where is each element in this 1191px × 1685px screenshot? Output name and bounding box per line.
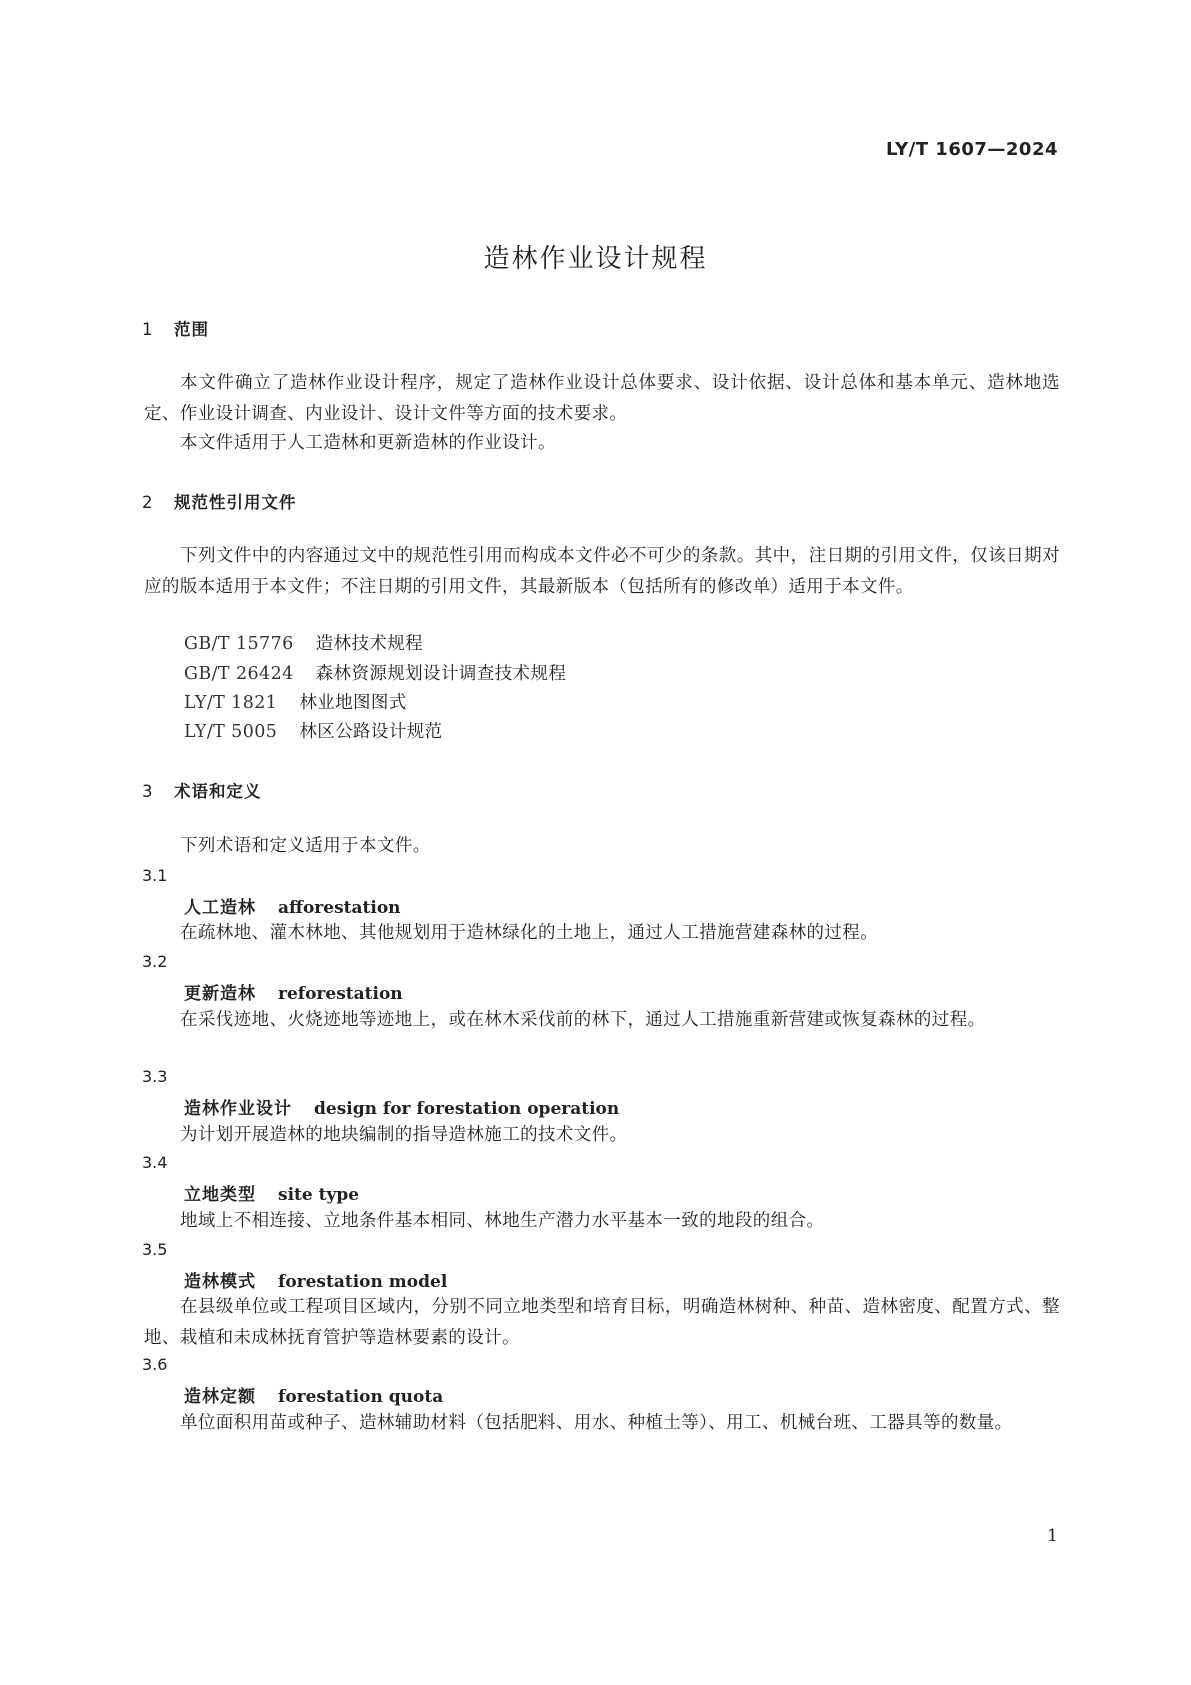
term-name-zh: 造林作业设计 bbox=[184, 1099, 292, 1119]
term-name-en: forestation model bbox=[278, 1272, 448, 1292]
term-number: 3.5 bbox=[142, 1240, 168, 1259]
section-3-number: 3 bbox=[142, 782, 154, 801]
reference-title: 森林资源规划设计调查技术规程 bbox=[315, 664, 567, 684]
section-1-number: 1 bbox=[142, 320, 154, 339]
section-3-heading bbox=[142, 778, 262, 802]
term-definition: 在疏林地、灌木林地、其他规划用于造林绿化的土地上，通过人工措施营建森林的过程。 bbox=[180, 923, 879, 943]
term-name bbox=[184, 893, 401, 918]
section-1-heading bbox=[142, 316, 209, 340]
section-2-heading bbox=[142, 489, 297, 513]
section-1-paragraph-1: 本文件确立了造林作业设计程序，规定了造林作业设计总体要求、设计依据、设计总体和基本单元、造林地选定、作业设计调查、内业设计、设计文件等方面的技术要求。 bbox=[144, 373, 1060, 424]
term-name-zh: 造林模式 bbox=[184, 1272, 256, 1292]
term-name bbox=[184, 1180, 359, 1205]
term-number: 3.3 bbox=[142, 1067, 168, 1086]
section-1-title: 范围 bbox=[174, 320, 209, 339]
section-1-paragraph-2: 本文件适用于人工造林和更新造林的作业设计。 bbox=[180, 433, 556, 453]
term-number: 3.2 bbox=[142, 952, 168, 971]
page-number: 1 bbox=[1047, 1526, 1058, 1546]
term-name-en: reforestation bbox=[278, 984, 403, 1004]
term-name-zh: 立地类型 bbox=[184, 1185, 256, 1205]
term-number: 3.4 bbox=[142, 1153, 168, 1172]
reference-item bbox=[184, 717, 443, 748]
term-name-en: design for forestation operation bbox=[314, 1099, 620, 1119]
term-name bbox=[184, 1094, 619, 1119]
term-definition: 在县级单位或工程项目区域内，分别不同立地类型和培育目标，明确造林树种、种苗、造林密度、配置方式、整地、栽植和未成林抚育管护等造林要素的设计。 bbox=[144, 1297, 1060, 1348]
reference-title: 林区公路设计规范 bbox=[299, 722, 443, 742]
term-name-en: forestation quota bbox=[278, 1387, 444, 1407]
term-name-en: site type bbox=[278, 1185, 360, 1205]
reference-item bbox=[184, 659, 566, 690]
section-2-number: 2 bbox=[142, 493, 154, 512]
document-title: 造林作业设计规程 bbox=[483, 244, 708, 274]
reference-item bbox=[184, 688, 407, 719]
term-name bbox=[184, 979, 403, 1004]
standard-code: LY/T 1607—2024 bbox=[885, 139, 1058, 160]
term-number: 3.1 bbox=[142, 866, 168, 885]
reference-code: GB/T 15776 bbox=[184, 634, 294, 654]
section-3-intro: 下列术语和定义适用于本文件。 bbox=[180, 836, 431, 856]
section-2-paragraph-1: 下列文件中的内容通过文中的规范性引用而构成本文件必不可少的条款。其中，注日期的引用文件，仅该日期对应的版本适用于本文件；不注日期的引用文件，其最新版本（包括所有的修改单）适用于本文件。 bbox=[144, 546, 1060, 597]
section-3-title: 术语和定义 bbox=[174, 782, 262, 801]
term-definition: 在采伐迹地、火烧迹地等迹地上，或在林木采伐前的林下，通过人工措施重新营建或恢复森林的过程。 bbox=[180, 1010, 986, 1030]
term-number: 3.6 bbox=[142, 1355, 168, 1374]
term-name-zh: 造林定额 bbox=[184, 1387, 256, 1407]
term-name-zh: 人工造林 bbox=[184, 898, 256, 918]
section-2-title: 规范性引用文件 bbox=[174, 493, 297, 512]
reference-item bbox=[184, 629, 423, 660]
term-name bbox=[184, 1267, 447, 1292]
term-name-en: afforestation bbox=[278, 898, 401, 918]
term-name-zh: 更新造林 bbox=[184, 984, 256, 1004]
term-definition: 为计划开展造林的地块编制的指导造林施工的技术文件。 bbox=[180, 1125, 628, 1145]
reference-title: 林业地图图式 bbox=[299, 693, 407, 713]
reference-title: 造林技术规程 bbox=[315, 634, 424, 654]
term-definition: 地域上不相连接、立地条件基本相同、林地生产潜力水平基本一致的地段的组合。 bbox=[180, 1211, 825, 1231]
term-definition: 单位面积用苗或种子、造林辅助材料（包括肥料、用水、种植土等）、用工、机械台班、工器具等的数量。 bbox=[180, 1413, 1013, 1433]
reference-code: LY/T 1821 bbox=[184, 693, 278, 713]
term-name bbox=[184, 1382, 443, 1407]
reference-code: LY/T 5005 bbox=[184, 722, 278, 742]
reference-code: GB/T 26424 bbox=[184, 664, 294, 684]
